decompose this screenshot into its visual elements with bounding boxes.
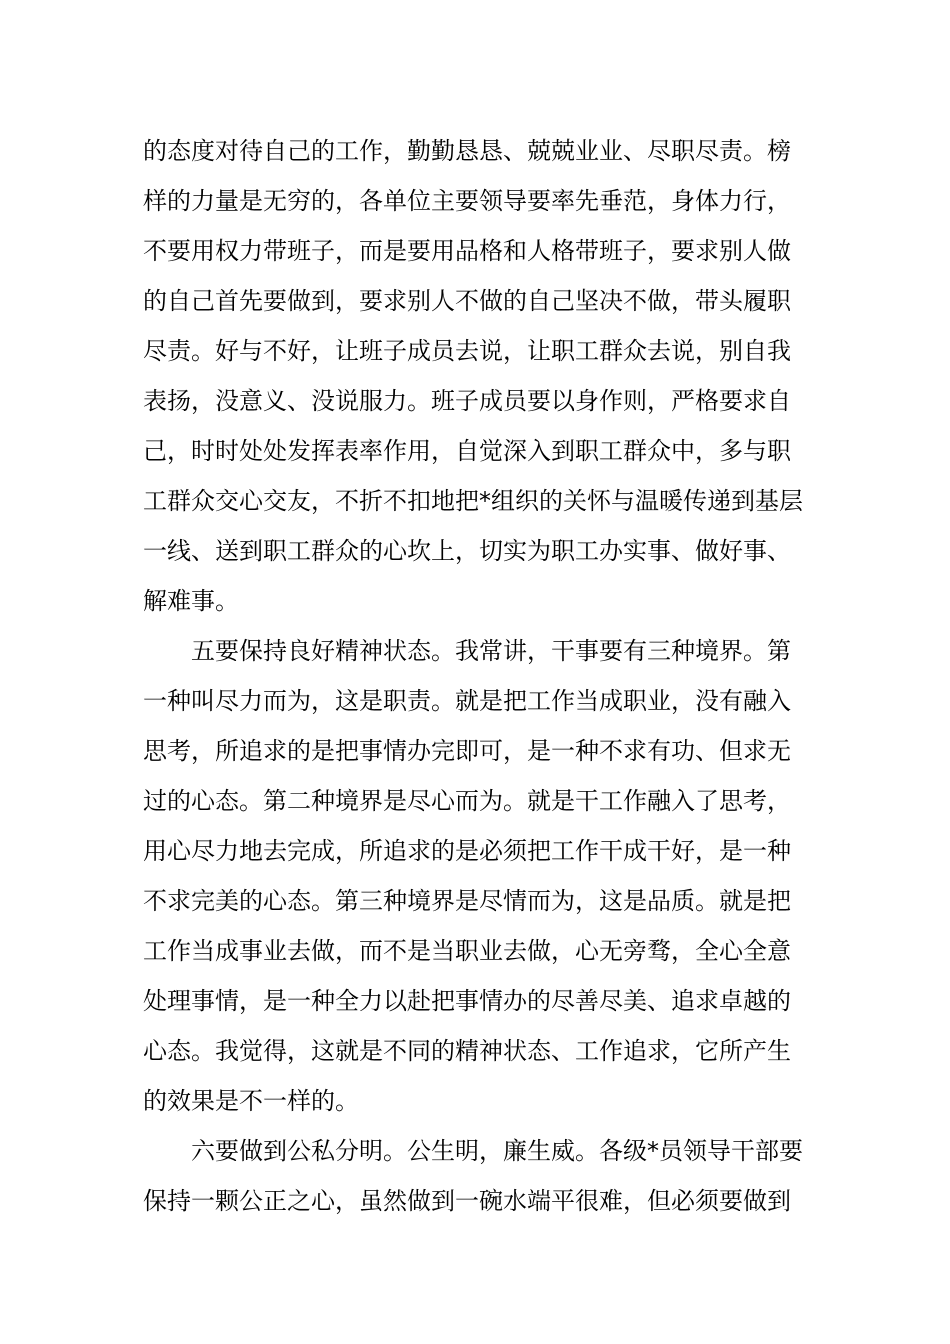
- body-text: [143, 126, 808, 1226]
- text-line: 六要做到公私分明。公生明，廉生威。各级*员领导干部要: [143, 1137, 803, 1165]
- text-line: 思考，所追求的是把事情办完即可，是一种不求有功、但求无: [143, 737, 791, 765]
- text-line: 处理事情，是一种全力以赴把事情办的尽善尽美、追求卓越的: [143, 987, 791, 1015]
- text-line: 一种叫尽力而为，这是职责。就是把工作当成职业，没有融入: [143, 687, 791, 715]
- text-line: 五要保持良好精神状态。我常讲，干事要有三种境界。第: [143, 637, 791, 665]
- text-line: 一线、送到职工群众的心坎上，切实为职工办实事、做好事、: [143, 537, 791, 565]
- text-line: 解难事。: [143, 587, 239, 615]
- text-line: 的态度对待自己的工作，勤勤恳恳、兢兢业业、尽职尽责。榜: [143, 137, 791, 165]
- text-line: 不求完美的心态。第三种境界是尽情而为，这是品质。就是把: [143, 887, 791, 915]
- text-line: 的效果是不一样的。: [143, 1087, 359, 1115]
- text-line: 己，时时处处发挥表率作用，自觉深入到职工群众中，多与职: [143, 437, 791, 465]
- text-line: 心态。我觉得，这就是不同的精神状态、工作追求，它所产生: [143, 1037, 791, 1065]
- text-line: 不要用权力带班子，而是要用品格和人格带班子，要求别人做: [143, 237, 791, 265]
- text-line: 样的力量是无穷的，各单位主要领导要率先垂范，身体力行，: [143, 187, 791, 215]
- text-line: 过的心态。第二种境界是尽心而为。就是干工作融入了思考，: [143, 787, 791, 815]
- text-line: 的自己首先要做到，要求别人不做的自己坚决不做，带头履职: [143, 287, 791, 315]
- text-line: 用心尽力地去完成，所追求的是必须把工作干成干好，是一种: [143, 837, 791, 865]
- text-line: 工群众交心交友，不折不扣地把*组织的关怀与温暖传递到基层: [143, 487, 803, 515]
- text-line: 尽责。好与不好，让班子成员去说，让职工群众去说，别自我: [143, 337, 791, 365]
- text-line: 表扬，没意义、没说服力。班子成员要以身作则，严格要求自: [143, 387, 791, 415]
- text-line: 保持一颗公正之心，虽然做到一碗水端平很难，但必须要做到: [143, 1187, 791, 1215]
- text-line: 工作当成事业去做，而不是当职业去做，心无旁骛，全心全意: [143, 937, 791, 965]
